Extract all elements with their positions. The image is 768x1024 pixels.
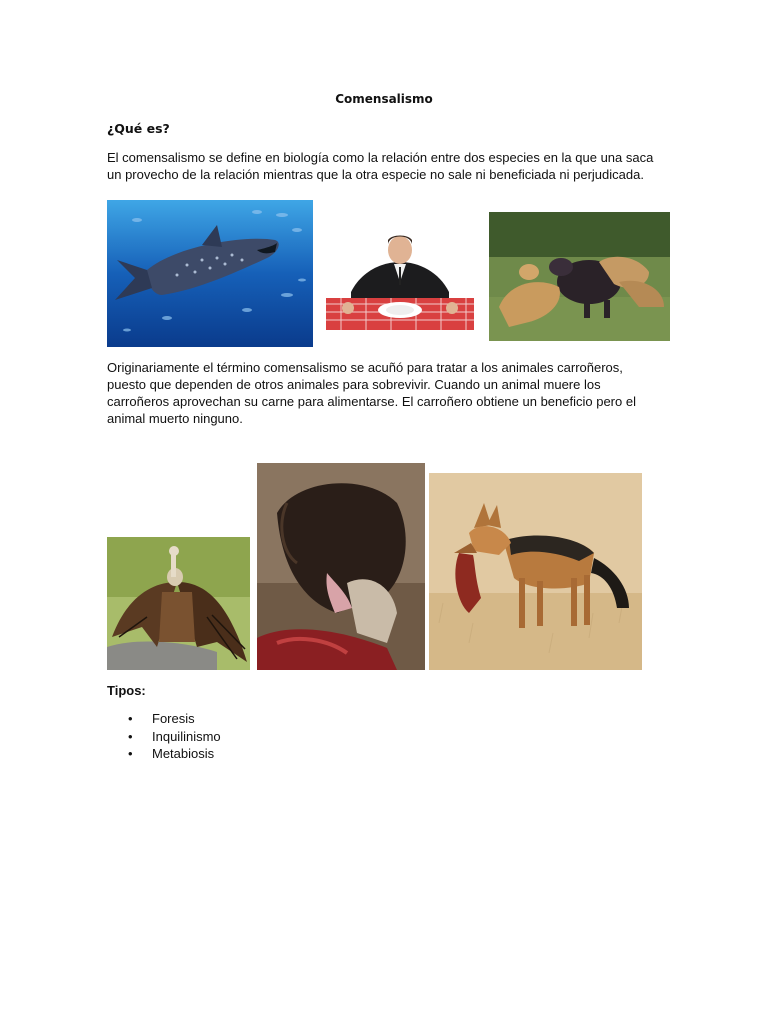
vulture-wings-spread-photo [107,537,250,670]
paragraph-line: puesto que dependen de otros animales para sobrevivir. Cuando un animal muere los [107,377,601,392]
paragraph-line: un provecho de la relación mientras que la otra especie no sale ni beneficiada ni perjudicada. [107,167,644,182]
paragraph-line: carroñeros aprovechan su carne para alimentarse. El carroñero obtiene un beneficio pero el [107,394,636,409]
types-heading: Tipos: [107,683,146,698]
whale-shark-photo [107,200,313,347]
list-item: • Inquilinismo [128,728,221,746]
hungry-man-at-table-photo [326,232,474,330]
paragraph-line: Originariamente el término comensalismo se acuñó para tratar a los animales carroñeros, [107,360,623,375]
paragraph-line: animal muerto ninguno. [107,411,243,426]
paragraph-definition [107,149,677,183]
lions-attacking-buffalo-photo [489,212,670,341]
paragraph-scavengers [107,359,667,427]
vulture-eating-carcass-photo [257,463,425,670]
jackal-carrying-meat-photo [429,473,642,670]
paragraph-line: El comensalismo se define en biología como la relación entre dos especies en la que una saca [107,150,654,165]
list-item: • Foresis [128,710,221,728]
page-title: Comensalismo [335,92,433,106]
section-heading-que-es: ¿Qué es? [107,121,170,136]
list-item: • Metabiosis [128,745,221,763]
types-list [128,710,221,763]
